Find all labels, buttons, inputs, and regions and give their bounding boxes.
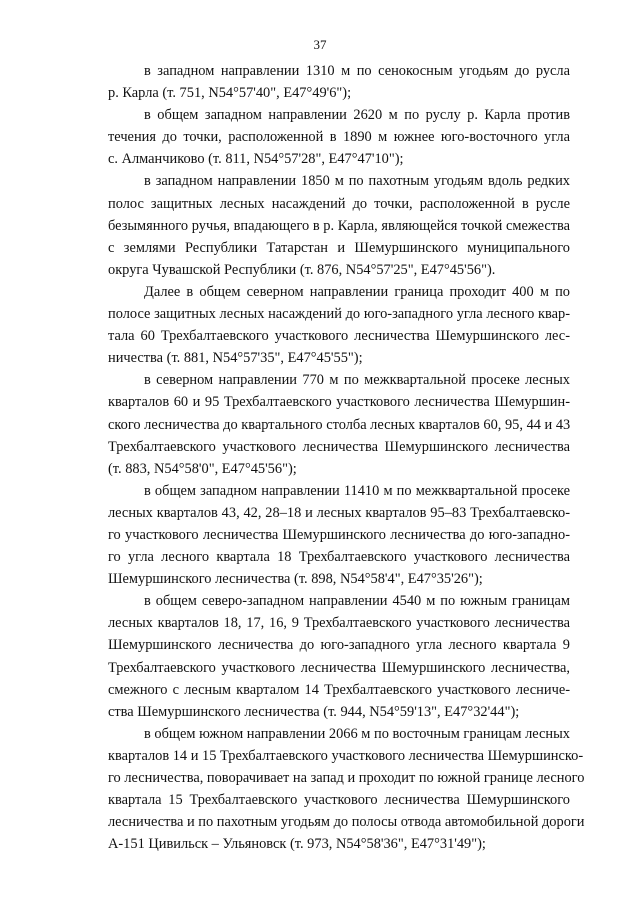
text-line: в западном направлении 1310 м по сенокосным угодьям до русла xyxy=(144,63,570,79)
text-line: Шемуршинского лесничества до юго-западного угла лесного квартала 9 xyxy=(108,637,570,654)
text-line: безымянного ручья, впадающего в р. Карла, являющейся точкой смежества xyxy=(108,217,570,234)
text-line: в северном направлении 770 м по межквартальной просеке лесных xyxy=(144,372,570,389)
text-line: Далее в общем северном направлении граница проходит 400 м по xyxy=(144,283,570,300)
text-line: полосе защитных лесных насаждений до юго-западного угла лесного квар- xyxy=(108,306,570,323)
text-line: в общем южном направлении 2066 м по восточным границам лесных xyxy=(144,725,570,742)
text-line: лесных кварталов 43, 42, 28–18 и лесных кварталов 95–83 Трехбалтаевско- xyxy=(108,504,570,521)
text-line: в общем западном направлении 2620 м по руслу р. Карла против xyxy=(144,107,570,124)
text-line: с землями Республики Татарстан и Шемуршинского муниципального xyxy=(108,239,570,256)
text-line: в общем западном направлении 11410 м по межквартальной просеке xyxy=(144,482,570,499)
text-line: ничества (т. 881, N54°57'35", E47°45'55"); xyxy=(108,350,363,367)
text-line: Шемуршинского лесничества (т. 898, N54°58'4", E47°35'26"); xyxy=(108,571,483,588)
text-line: полос защитных лесных насаждений до точки, расположенной в русле xyxy=(108,195,570,212)
text-line: в западном направлении 1850 м по пахотным угодьям вдоль редких xyxy=(144,173,570,190)
text-line: кварталов 60 и 95 Трехбалтаевского участкового лесничества Шемуршин- xyxy=(108,394,570,411)
text-line: ского лесничества до квартального столба лесных кварталов 60, 95, 44 и 43 xyxy=(108,416,571,433)
text-line: А-151 Цивильск – Ульяновск (т. 973, N54°58'36", E47°31'49"); xyxy=(108,836,486,853)
text-line: Трехбалтаевского участкового лесничества Шемуршинского лесничества, xyxy=(108,659,570,676)
text-line: течения до точки, расположенной в 1890 м южнее юго-восточного угла xyxy=(108,129,570,146)
text-line: (т. 883, N54°58'0", E47°45'56"); xyxy=(108,460,297,477)
text-line: Трехбалтаевского участкового лесничества Шемуршинского лесничества xyxy=(108,438,570,455)
text-line: квартала 15 Трехбалтаевского участкового лесничества Шемуршинского xyxy=(108,792,570,809)
document-body xyxy=(108,60,585,855)
text-line: округа Чувашской Республики (т. 876, N54°57'25", E47°45'56"). xyxy=(108,261,496,278)
text-line: р. Карла (т. 751, N54°57'40", E47°49'6"); xyxy=(108,85,352,102)
text-line: го лесничества, поворачивает на запад и проходит по южной границе лесного xyxy=(108,770,585,786)
text-line: ства Шемуршинского лесничества (т. 944, N54°59'13", E47°32'44"); xyxy=(108,703,520,720)
text-line: лесничества и по пахотным угодьям до полосы отвода автомобильной дороги xyxy=(108,814,585,831)
text-line: в общем северо-западном направлении 4540 м по южным границам xyxy=(144,593,570,610)
text-line: с. Алманчиково (т. 811, N54°57'28", E47°47'10"); xyxy=(108,151,404,168)
text-line: тала 60 Трехбалтаевского участкового лесничества Шемуршинского лес- xyxy=(108,328,570,345)
text-line: кварталов 14 и 15 Трехбалтаевского участкового лесничества Шемуршинско- xyxy=(108,747,584,764)
text-line: лесных кварталов 18, 17, 16, 9 Трехбалтаевского участкового лесничества xyxy=(108,615,570,632)
text-line: го участкового лесничества Шемуршинского лесничества до юго-западно- xyxy=(108,526,570,543)
page-number: 37 xyxy=(313,37,327,52)
text-line: смежного с лесным кварталом 14 Трехбалтаевского участкового лесниче- xyxy=(108,681,570,698)
text-line: го угла лесного квартала 18 Трехбалтаевского участкового лесничества xyxy=(108,549,570,566)
